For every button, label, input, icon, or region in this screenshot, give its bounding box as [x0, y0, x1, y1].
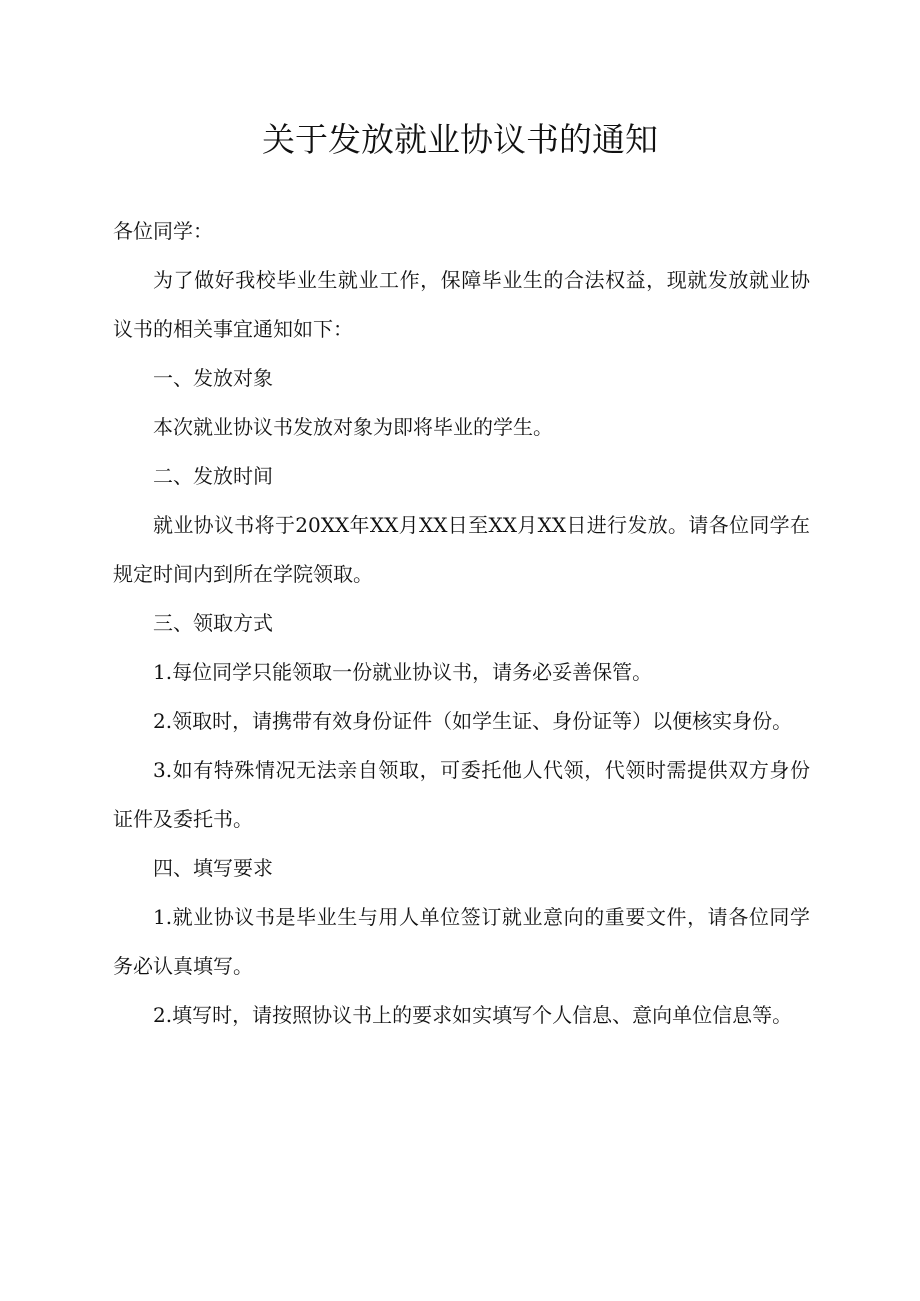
section-paragraph: 本次就业协议书发放对象为即将毕业的学生。 — [153, 415, 553, 439]
salutation: 各位同学： — [113, 219, 213, 243]
section-heading-method: 三、领取方式 — [153, 611, 273, 635]
list-item: 2.领取时，请携带有效身份证件（如学生证、身份证等）以便核实身份。 — [153, 709, 793, 733]
section-paragraph: 就业协议书将于20XX年XX月XX日至XX月XX日进行发放。请各位同学在规定时间内到所在学院领取。 — [113, 513, 810, 586]
section-heading-time: 二、发放时间 — [153, 464, 273, 488]
intro-paragraph: 为了做好我校毕业生就业工作，保障毕业生的合法权益，现就发放就业协议书的相关事宜通知如下： — [113, 268, 810, 341]
list-item: 3.如有特殊情况无法亲自领取，可委托他人代领，代领时需提供双方身份证件及委托书。 — [113, 758, 810, 831]
list-item: 1.每位同学只能领取一份就业协议书，请务必妥善保管。 — [153, 660, 653, 684]
list-item: 2.填写时，请按照协议书上的要求如实填写个人信息、意向单位信息等。 — [153, 1003, 793, 1027]
document-body — [113, 207, 810, 1040]
section-heading-requirements: 四、填写要求 — [153, 856, 273, 880]
document-title: 关于发放就业协议书的通知 — [262, 120, 658, 159]
section-heading-target: 一、发放对象 — [153, 366, 273, 390]
list-item: 1.就业协议书是毕业生与用人单位签订就业意向的重要文件，请各位同学务必认真填写。 — [113, 905, 810, 978]
